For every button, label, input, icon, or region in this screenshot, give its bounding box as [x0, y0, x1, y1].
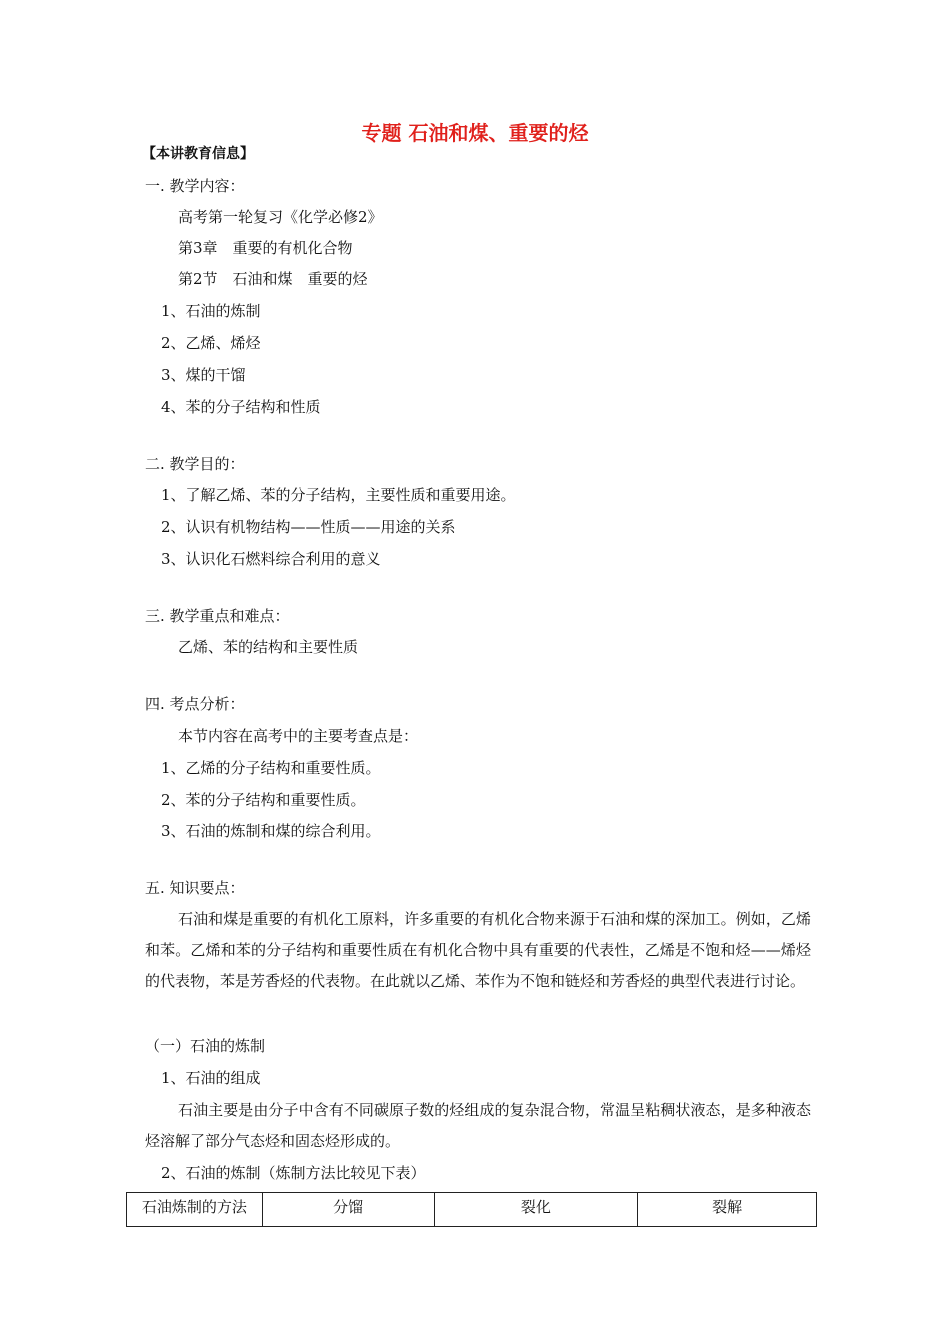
section2-item: 2、认识有机物结构——性质——用途的关系	[161, 518, 456, 536]
table-header-cell: 裂化	[434, 1193, 638, 1227]
section4-item: 2、苯的分子结构和重要性质。	[161, 791, 366, 809]
table-header-cell: 裂解	[638, 1193, 817, 1227]
section1-item: 4、苯的分子结构和性质	[161, 398, 321, 416]
section3-heading: 三. 教学重点和难点：	[145, 607, 290, 625]
section1-line: 第3章 重要的有机化合物	[178, 239, 353, 257]
section5-item: 1、石油的组成	[161, 1069, 261, 1087]
section5-item1-text: 石油主要是由分子中含有不同碳原子数的烃组成的复杂混合物，常温呈粘稠状液态，是多种液态烃溶解了部分气态烃和固态烃形成的。	[145, 1101, 811, 1150]
section4-item: 3、石油的炼制和煤的综合利用。	[161, 822, 381, 840]
section2-item: 1、了解乙烯、苯的分子结构，主要性质和重要用途。	[161, 486, 516, 504]
section1-item: 2、乙烯、烯烃	[161, 334, 261, 352]
section4-intro: 本节内容在高考中的主要考查点是：	[178, 727, 419, 745]
section2-heading: 二. 教学目的：	[145, 455, 245, 473]
section1-line: 第2节 石油和煤 重要的烃	[178, 270, 368, 288]
section5-paragraph: 石油和煤是重要的有机化工原料，许多重要的有机化合物来源于石油和煤的深加工。例如，乙烯和苯。乙烯和苯的分子结构和重要性质在有机化合物中具有重要的代表性，乙烯是不饱和烃——烯烃的代表物，苯是芳香烃的代表物。在此就以乙烯、苯作为不饱和链烃和芳香烃的典型代表进行讨论。	[145, 910, 811, 990]
document-title: 专题 石油和煤、重要的烃	[361, 121, 589, 145]
table-header-row	[127, 1193, 817, 1227]
section1-item: 1、石油的炼制	[161, 302, 261, 320]
table-header-cell: 石油炼制的方法	[127, 1193, 263, 1227]
refining-methods-table	[126, 1192, 817, 1227]
info-header: 【本讲教育信息】	[142, 146, 254, 162]
section5-heading: 五. 知识要点：	[145, 879, 245, 897]
section3-line: 乙烯、苯的结构和主要性质	[178, 638, 359, 656]
section2-item: 3、认识化石燃料综合利用的意义	[161, 550, 381, 568]
section1-item: 3、煤的干馏	[161, 366, 246, 384]
section5-item: 2、石油的炼制（炼制方法比较见下表）	[161, 1164, 426, 1182]
section5-subheading: （一）石油的炼制	[145, 1037, 266, 1055]
section4-heading: 四. 考点分析：	[145, 695, 245, 713]
section4-item: 1、乙烯的分子结构和重要性质。	[161, 759, 381, 777]
table-header-cell: 分馏	[262, 1193, 434, 1227]
section1-line: 高考第一轮复习《化学必修2》	[178, 208, 383, 226]
section1-heading: 一. 教学内容：	[145, 177, 245, 195]
